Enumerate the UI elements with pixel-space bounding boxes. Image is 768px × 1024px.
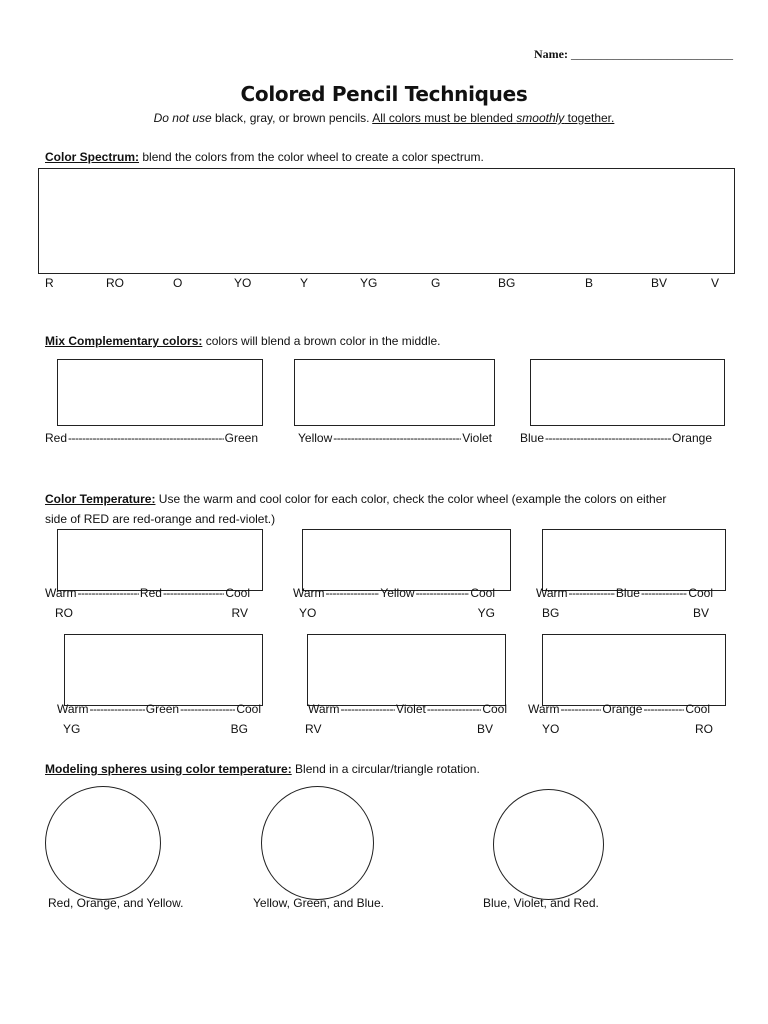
temperature-label-orange: Warm ----- Orange ----- Cool: [528, 702, 710, 716]
spectrum-label: R: [45, 276, 54, 290]
spectrum-label: O: [173, 276, 183, 290]
temperature-box-yellow[interactable]: [302, 529, 511, 591]
complementary-label-1: Red ----- Green: [45, 431, 258, 445]
temperature-heading: Color Temperature:: [45, 492, 156, 506]
spheres-instruction: Modeling spheres using color temperature: Blend in a circular/triangle rotation.: [45, 762, 480, 776]
name-field: [534, 47, 733, 62]
name-label: Name:: [534, 47, 568, 61]
complementary-heading: Mix Complementary colors:: [45, 334, 203, 348]
spectrum-label: Y: [300, 276, 309, 290]
temperature-box-red[interactable]: [57, 529, 263, 591]
complementary-box-red-green[interactable]: [57, 359, 263, 426]
complementary-label-3: Blue ----- Orange: [520, 431, 712, 445]
temperature-label-green: Warm ----- Green ----- Cool: [57, 702, 261, 716]
temperature-box-blue[interactable]: [542, 529, 726, 591]
page-subtitle: Do not use black, gray, or brown pencils. All colors must be blended smoothly together.: [153, 111, 615, 125]
complementary-label-2: Yellow ----- Violet: [298, 431, 492, 445]
spectrum-label: BG: [498, 276, 516, 290]
sphere-circle-1[interactable]: [45, 786, 161, 900]
temperature-box-green[interactable]: [64, 634, 263, 706]
temperature-colors-violet: RV BV: [305, 722, 493, 736]
temperature-colors-red: RO RV: [55, 606, 248, 620]
spectrum-label: G: [431, 276, 441, 290]
spectrum-label: RO: [106, 276, 124, 290]
temperature-colors-green: YG BG: [63, 722, 248, 736]
temperature-label-red: Warm ----- Red ----- Cool: [45, 586, 250, 600]
temperature-colors-yellow: YO YG: [299, 606, 495, 620]
spectrum-label: V: [711, 276, 720, 290]
sphere-caption-3: Blue, Violet, and Red.: [483, 896, 599, 910]
temperature-colors-blue: BG BV: [542, 606, 709, 620]
spectrum-label: YG: [360, 276, 378, 290]
spectrum-instruction: Color Spectrum: blend the colors from the color wheel to create a color spectrum.: [45, 150, 484, 164]
spectrum-heading: Color Spectrum:: [45, 150, 140, 164]
temperature-label-yellow: Warm ----- Yellow ----- Cool: [293, 586, 495, 600]
temperature-label-violet: Warm ----- Violet ----- Cool: [308, 702, 507, 716]
page-title: Colored Pencil Techniques: [240, 82, 528, 106]
temperature-box-violet[interactable]: [307, 634, 506, 706]
spectrum-label: B: [585, 276, 594, 290]
complementary-box-yellow-violet[interactable]: [294, 359, 495, 426]
spectrum-box[interactable]: [38, 168, 735, 274]
spheres-heading: Modeling spheres using color temperature:: [45, 762, 292, 776]
complementary-instruction: Mix Complementary colors: colors will blend a brown color in the middle.: [45, 334, 441, 348]
temperature-instruction: Color Temperature: Use the warm and cool color for each color, check the color wheel (example the colors on either side of RED are red-orange and red-violet.): [45, 492, 667, 526]
sphere-caption-2: Yellow, Green, and Blue.: [253, 896, 384, 910]
complementary-box-blue-orange[interactable]: [530, 359, 725, 426]
sphere-circle-2[interactable]: [261, 786, 374, 900]
spectrum-label: BV: [651, 276, 668, 290]
spectrum-label: YO: [234, 276, 252, 290]
sphere-caption-1: Red, Orange, and Yellow.: [48, 896, 184, 910]
temperature-box-orange[interactable]: [542, 634, 726, 706]
sphere-circle-3[interactable]: [493, 789, 604, 900]
temperature-colors-orange: YO RO: [542, 722, 713, 736]
temperature-label-blue: Warm ----- Blue ----- Cool: [536, 586, 713, 600]
name-line[interactable]: ___________________________: [570, 47, 733, 61]
